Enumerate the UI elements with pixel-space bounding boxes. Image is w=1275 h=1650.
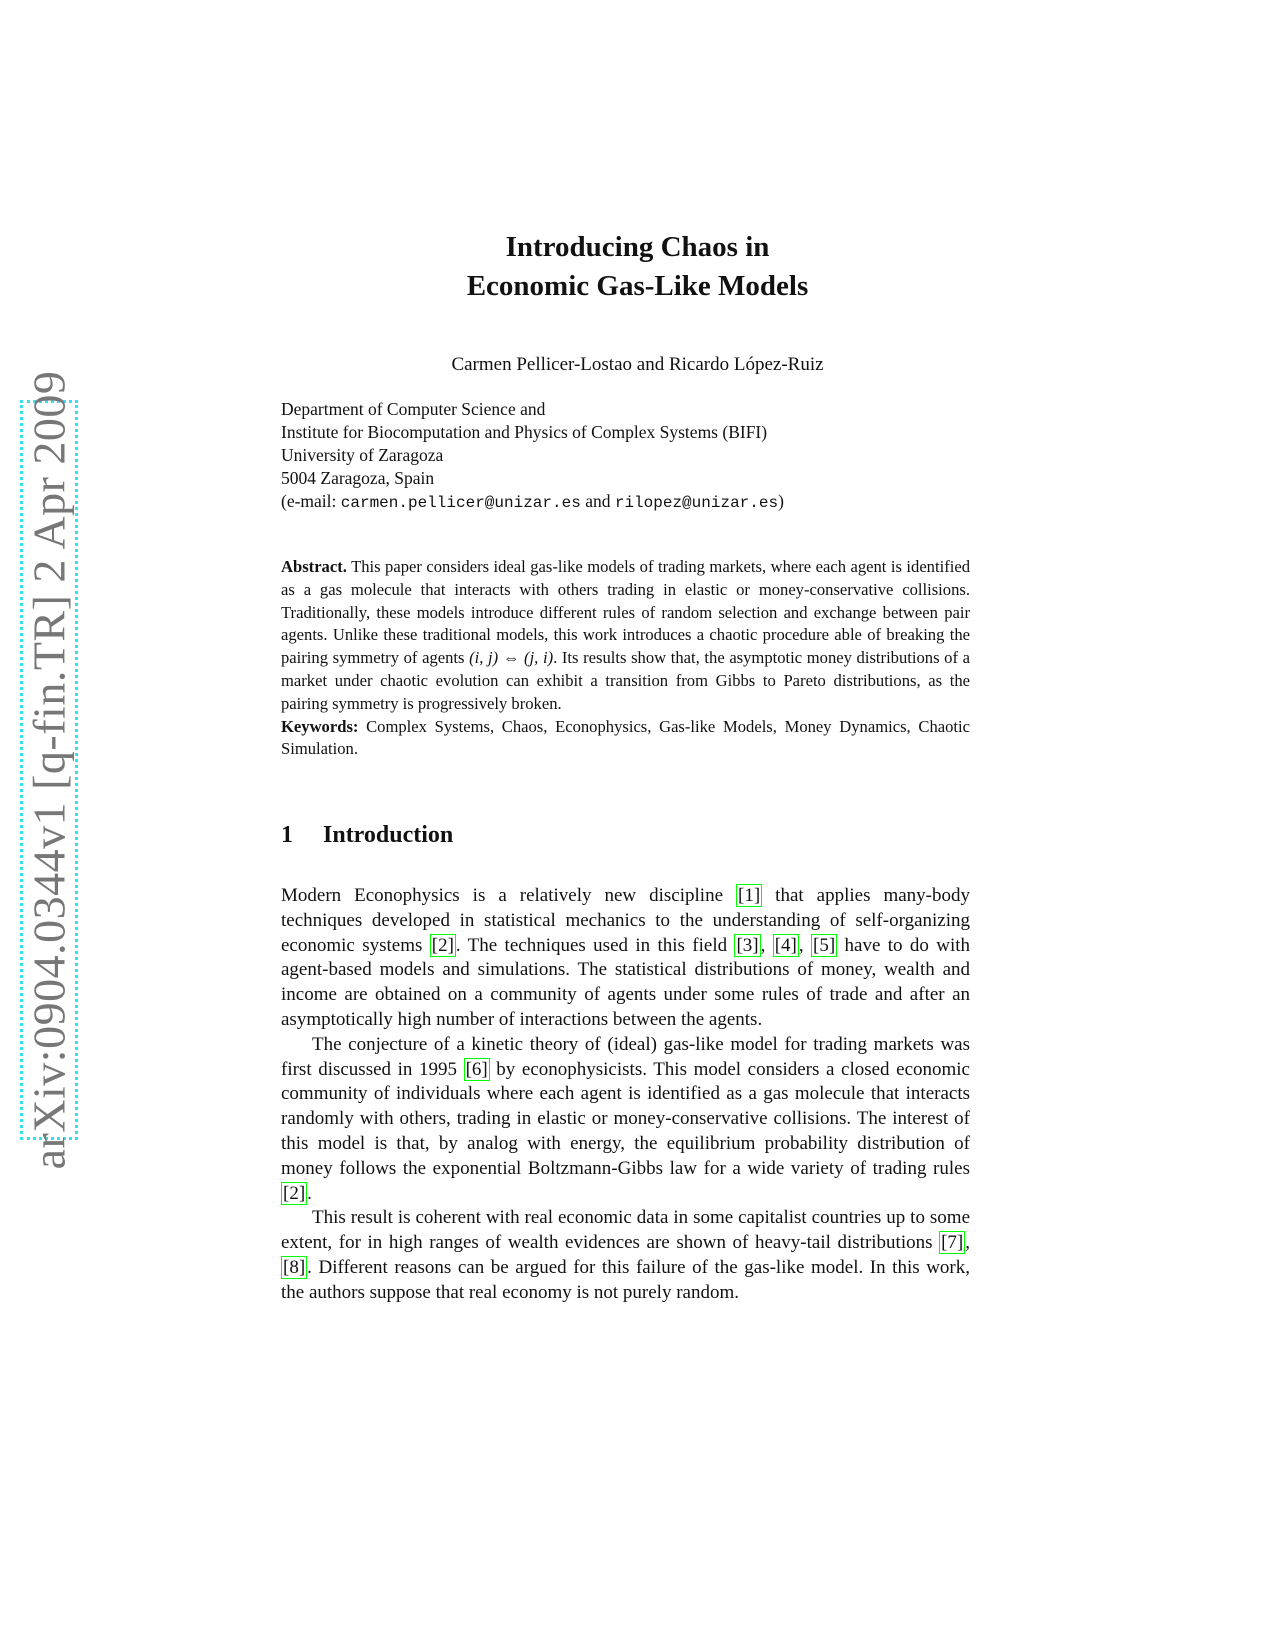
title-line-2: Economic Gas-Like Models xyxy=(466,270,809,302)
section-heading xyxy=(281,822,453,849)
text-run: This result is coherent with real economic data in some capitalist countries up to some extent, for in high ranges of wealth evidences are shown of heavy-tail distributions xyxy=(281,1207,970,1254)
text-run: . The techniques used in this field xyxy=(455,934,735,956)
abstract-text-2: . Its results show that, the asymptotic money distributions of a market under chaotic evolution can exhibit a transition from Gibbs to Pareto distributions, as the pairing symmetry is progressively broken. xyxy=(281,648,970,713)
paragraph-2 xyxy=(281,1033,970,1207)
affiliation-line: Department of Computer Science and xyxy=(281,399,546,419)
text-run: by econophysicists. This model considers a closed economic community of individuals where each agent is identified as a gas molecule that interacts randomly with others, trading in elastic or money-conservative collisions. The interest of this model is that, by analog with energy, the equilibrium probability distribution of money follows the exponential Boltzmann-Gibbs law for a wide variety of trading rules xyxy=(281,1058,970,1179)
text-run: The conjecture of a kinetic theory of (ideal) gas-like model for trading markets was first discussed in 1995 xyxy=(281,1033,970,1080)
title-line-1: Introducing Chaos in xyxy=(505,231,770,263)
affiliation-line: 5004 Zaragoza, Spain xyxy=(281,468,435,488)
text-run: that applies many-body techniques developed in statistical mechanics to the understanding of self-organizing economic systems xyxy=(281,885,970,956)
text-run: , xyxy=(965,1232,970,1254)
affiliation-line: Institute for Biocomputation and Physics of Complex Systems (BIFI) xyxy=(281,422,768,442)
citation-link-4[interactable]: [4] xyxy=(774,934,797,956)
text-run: , xyxy=(760,934,773,956)
section-number: 1 xyxy=(281,822,293,848)
abstract xyxy=(281,556,970,761)
citation-link-3[interactable]: [3] xyxy=(736,934,759,956)
paper-title xyxy=(300,228,975,306)
citation-link-6[interactable]: [6] xyxy=(465,1058,488,1080)
text-run: . Different reasons can be argued for this failure of the gas-like model. In this work, the authors suppose that real economy is not purely random. xyxy=(281,1256,970,1303)
keywords-text: Complex Systems, Chaos, Econophysics, Gas-like Models, Money Dynamics, Chaotic Simulation. xyxy=(281,716,970,759)
introduction-body xyxy=(281,884,970,1306)
email-link-1[interactable]: carmen.pellicer@unizar.es xyxy=(340,494,581,512)
citation-link-8[interactable]: [8] xyxy=(283,1256,306,1278)
text-run: . xyxy=(307,1182,312,1204)
keywords-paragraph xyxy=(281,716,970,762)
authors: Carmen Pellicer-Lostao and Ricardo López-Ruiz xyxy=(451,354,824,375)
keywords-label: Keywords: xyxy=(281,716,359,736)
email-prefix: (e-mail: xyxy=(281,491,341,511)
email-suffix: ) xyxy=(778,491,784,511)
arxiv-identifier: arXiv:0904.0344v1 [q-fin.TR] 2 Apr 2009 xyxy=(23,370,75,1170)
affiliation xyxy=(281,398,981,515)
text-run: , xyxy=(798,934,811,956)
paragraph-1 xyxy=(281,884,970,1033)
citation-link-1[interactable]: [1] xyxy=(738,885,761,906)
abstract-text-1: This paper considers ideal gas-like models of trading markets, where each agent is identified as a gas molecule that interacts with others trading in elastic or money-conservative collisions. Traditionally, these models introduce different rules of random selection and exchange between pair agents. Unlike these traditional models, this work introduces a chaotic procedure able of breaking the pairing symmetry of agents xyxy=(281,557,970,668)
email-and: and xyxy=(580,491,615,511)
affiliation-line: University of Zaragoza xyxy=(281,445,444,465)
abstract-label: Abstract. xyxy=(281,557,347,576)
citation-link-7[interactable]: [7] xyxy=(941,1232,964,1254)
text-run: have to do with agent-based models and simulations. The statistical distributions of money, wealth and income are obtained on a community of agents under some rules of trade and after an asymptotically high number of interactions between the agents. xyxy=(281,934,971,1030)
paragraph-3 xyxy=(281,1206,970,1305)
citation-link-2b[interactable]: [2] xyxy=(283,1182,306,1204)
text-run: Modern Econophysics is a relatively new discipline xyxy=(281,885,737,906)
abstract-math: (i, j) ⇔ (j, i) xyxy=(469,648,554,668)
email-link-2[interactable]: rilopez@unizar.es xyxy=(614,494,779,512)
citation-link-5[interactable]: [5] xyxy=(813,934,836,956)
abstract-paragraph xyxy=(281,556,970,716)
section-title: Introduction xyxy=(323,822,454,848)
email-line xyxy=(281,490,981,515)
arxiv-side-stamp xyxy=(20,370,78,1170)
citation-link-2[interactable]: [2] xyxy=(431,934,454,956)
